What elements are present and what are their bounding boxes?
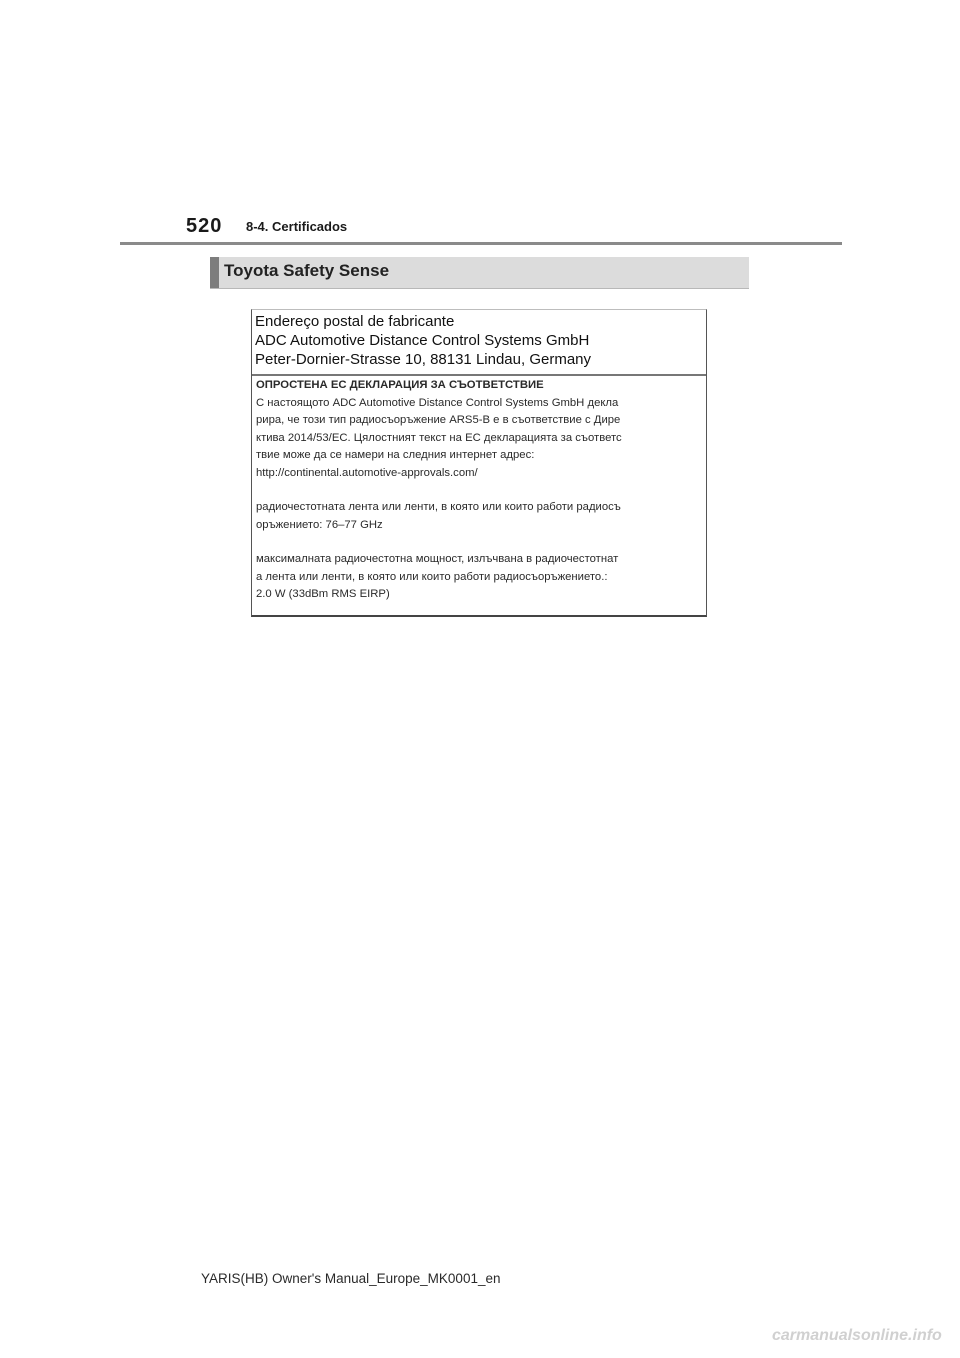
frequency-band-line: радиочестотната лента или ленти, в която или които работи радиосъ xyxy=(256,501,621,513)
declaration-block xyxy=(256,377,704,604)
address-line: Endereço postal de fabricante xyxy=(255,313,455,330)
declaration-title: ОПРОСТЕНА ЕС ДЕКЛАРАЦИЯ ЗА СЪОТВЕТСТВИЕ xyxy=(256,379,544,391)
section-heading xyxy=(210,257,749,289)
heading-title: Toyota Safety Sense xyxy=(224,261,390,280)
heading-accent-bar xyxy=(210,257,219,288)
page-number: 520 xyxy=(186,215,223,237)
declaration-line: твие може да се намери на следния интернет адрес: xyxy=(256,449,535,461)
frequency-band-line: оръжението: 76–77 GHz xyxy=(256,518,383,531)
certificate-scan xyxy=(251,309,707,617)
cell-divider xyxy=(252,374,706,376)
footer-manual-id: YARIS(HB) Owner's Manual_Europe_MK0001_en xyxy=(201,1271,501,1286)
max-power-line: 2.0 W (33dBm RMS EIRP) xyxy=(256,588,390,600)
declaration-line: С настоящото ADC Automotive Distance Control Systems GmbH декла xyxy=(256,396,619,409)
declaration-url: http://continental.automotive-approvals.com/ xyxy=(256,466,478,479)
address-line: Peter-Dornier-Strasse 10, 88131 Lindau, Germany xyxy=(255,351,592,368)
section-title: 8-4. Certificados xyxy=(246,219,348,234)
declaration-line: ктива 2014/53/ЕС. Цялостният текст на ЕС декларацията за съответс xyxy=(256,431,622,444)
address-line: ADC Automotive Distance Control Systems GmbH xyxy=(255,332,590,349)
declaration-line: рира, че този тип радиосъоръжение ARS5-B е в съответствие с Дире xyxy=(256,414,621,426)
header-divider xyxy=(120,242,842,245)
max-power-line: а лента или ленти, в която или които работи радиосъоръжението.: xyxy=(256,570,608,583)
watermark: carmanualsonline.info xyxy=(772,1327,942,1344)
manufacturer-address xyxy=(255,312,591,369)
max-power-line: максималната радиочестотна мощност, излъчвана в радиочестотнат xyxy=(256,553,619,565)
